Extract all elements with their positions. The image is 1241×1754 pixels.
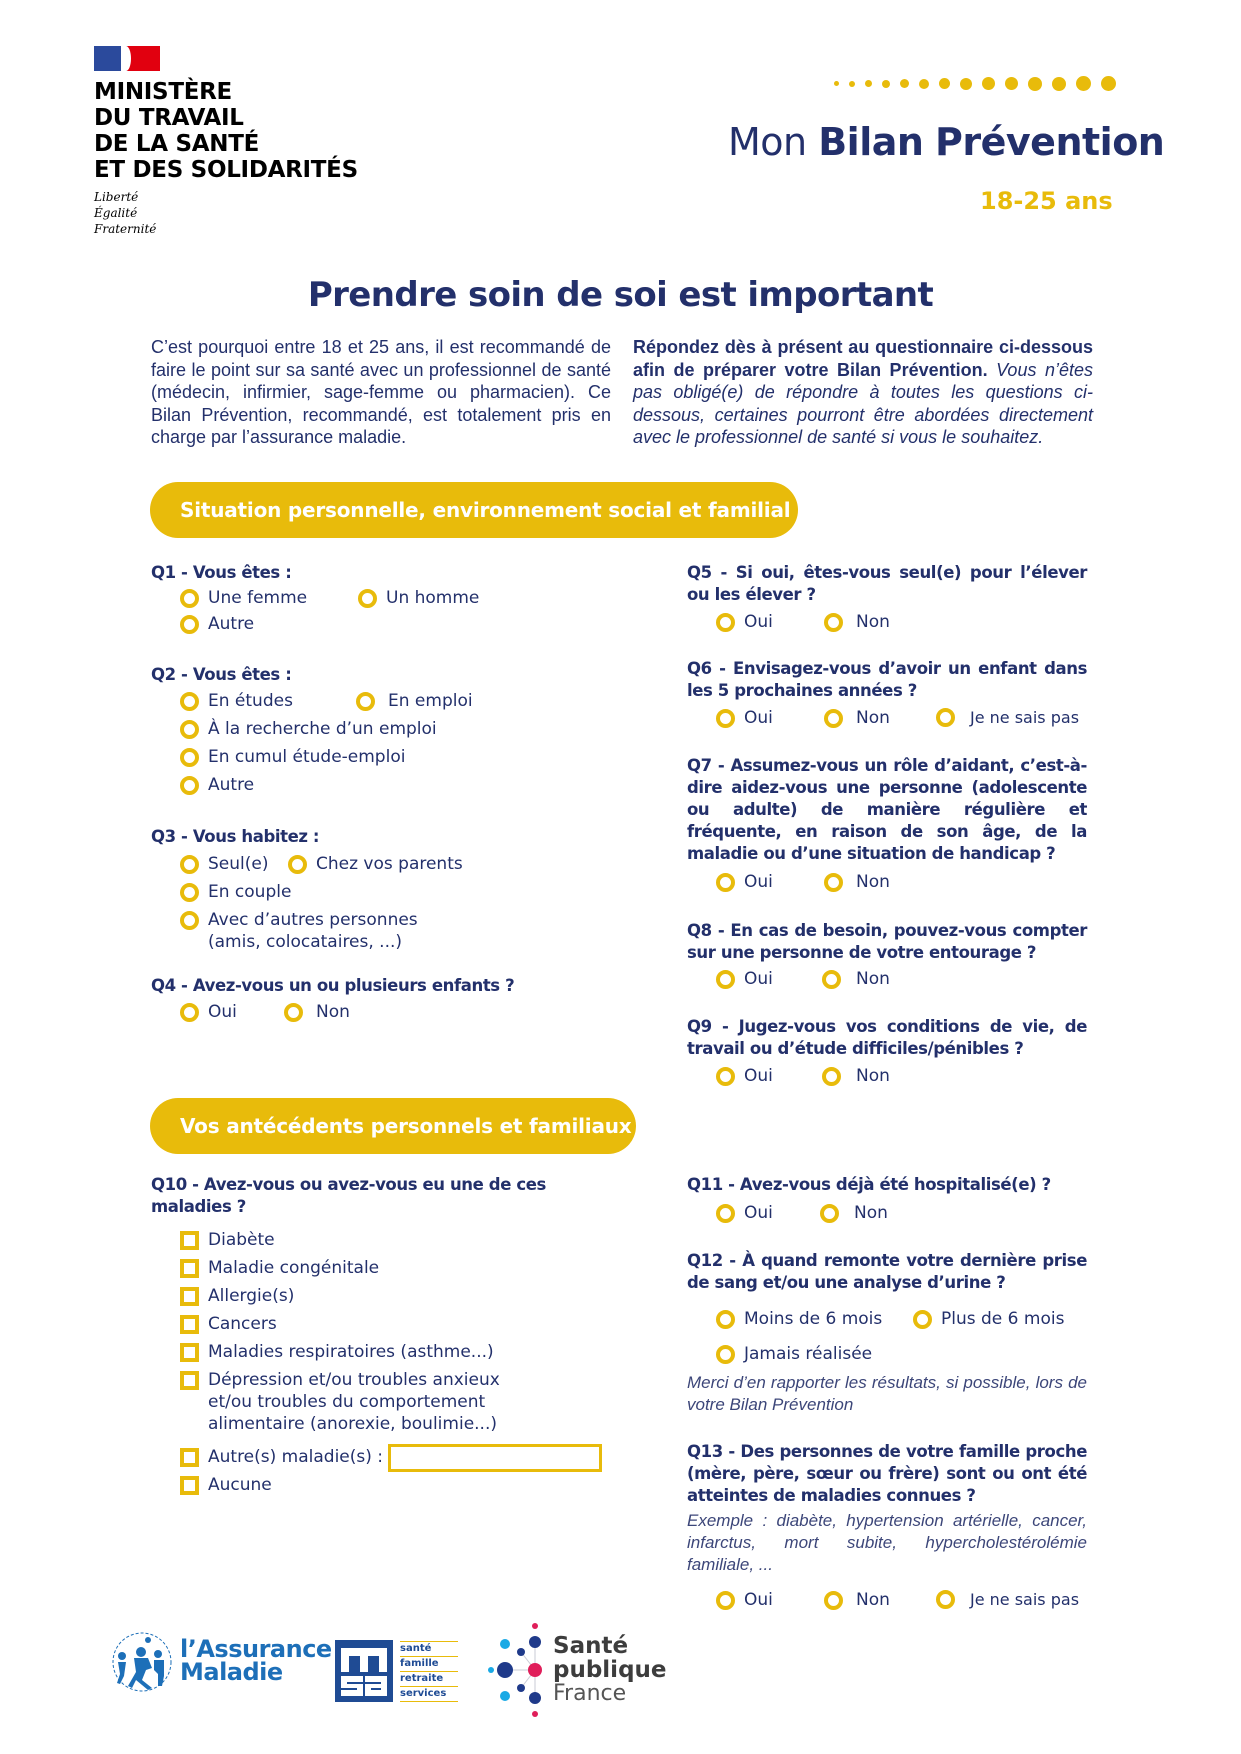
intro-note: Vous n’êtes pas obligé(e) de répondre à toutes les questions ci-dessous, certaines pourront être abordées directement avec le professionnel de santé si vous le souhaitez. (633, 359, 1093, 447)
option-label: Autre (208, 775, 255, 795)
radio-button[interactable] (936, 1590, 955, 1609)
radio-button[interactable] (822, 1067, 841, 1086)
radio-button[interactable] (356, 692, 375, 711)
radio-button[interactable] (716, 613, 735, 632)
radio-button[interactable] (180, 855, 199, 874)
radio-button[interactable] (820, 1204, 839, 1223)
q10-option-diabete[interactable] (180, 1230, 275, 1250)
q6-option-ne-sait-pas[interactable] (936, 708, 1079, 727)
ministry-logo (94, 46, 358, 237)
option-label: Oui (744, 969, 773, 989)
q8-option-oui[interactable] (716, 969, 773, 989)
radio-button[interactable] (824, 613, 843, 632)
ministry-line: DU TRAVAIL (94, 105, 244, 131)
running-people-icon (108, 1628, 176, 1694)
question-label: Q7 - Assumez-vous un rôle d’aidant, c’est-à-dire aidez-vous une personne (adolescente ou adulte) de manière régulière et fréquente, en raison de son âge, de la maladie ou d’une situation de handicap ? (687, 756, 1087, 863)
section-header-antecedents: Vos antécédents personnels et familiaux (150, 1098, 636, 1154)
option-label: Je ne sais pas (970, 1590, 1080, 1609)
republic-motto (94, 189, 358, 237)
question-q13 (687, 1441, 1087, 1507)
question-q12 (687, 1250, 1087, 1294)
question-label: Q3 - Vous habitez : (151, 827, 320, 846)
progress-dots-decoration (824, 76, 1116, 91)
q2-option-recherche[interactable] (180, 719, 437, 739)
option-label: Oui (744, 708, 773, 728)
option-label: Oui (208, 1002, 237, 1022)
radio-button[interactable] (716, 709, 735, 728)
option-label: À la recherche d’un emploi (208, 719, 437, 739)
wordmark-line: l’Assurance (180, 1635, 332, 1663)
radio-button[interactable] (180, 615, 199, 634)
q9-option-non[interactable] (822, 1066, 890, 1086)
q13-note (687, 1510, 1087, 1576)
radio-button[interactable] (180, 911, 199, 930)
tagline-line: santé (400, 1641, 458, 1656)
ministry-line: ET DES SOLIDARITÉS (94, 157, 358, 183)
option-label: Diabète (208, 1230, 275, 1250)
checkbox[interactable] (180, 1259, 199, 1278)
q4-option-oui[interactable] (180, 1002, 237, 1022)
option-label: Plus de 6 mois (941, 1309, 1065, 1329)
brand-word-prevention-start: Prév (935, 120, 1031, 164)
checkbox[interactable] (180, 1231, 199, 1250)
q1-option-autre[interactable] (180, 614, 254, 634)
wordmark-line: publique (553, 1657, 667, 1683)
q10-option-depression[interactable] (180, 1369, 520, 1435)
q12-option-jamais[interactable] (716, 1344, 872, 1364)
brand-word-mon: Mon (728, 120, 807, 164)
radio-button[interactable] (180, 692, 199, 711)
assurance-maladie-wordmark (180, 1635, 332, 1686)
option-label: Autre (208, 614, 255, 634)
intro-instruction: Répondez dès à présent au questionnaire ci-dessous afin de préparer votre Bilan Prévention. (633, 337, 1093, 380)
question-q4 (151, 975, 581, 997)
question-q5 (687, 562, 1087, 606)
q5-option-non[interactable] (824, 612, 890, 632)
option-label: Aucune (208, 1475, 272, 1495)
question-label: Q10 - Avez-vous ou avez-vous eu une de ces maladies ? (151, 1175, 546, 1216)
radio-button[interactable] (180, 1003, 199, 1022)
option-label: Non (856, 1066, 890, 1086)
question-label: Q13 - Des personnes de votre famille proche (mère, père, sœur ou frère) sont ou ont été atteintes de maladies connues ? (687, 1442, 1087, 1505)
question-q6 (687, 658, 1087, 702)
question-q11 (687, 1174, 1087, 1196)
radio-button[interactable] (913, 1310, 932, 1329)
assurance-maladie-logo (108, 1628, 332, 1694)
spf-wordmark (553, 1634, 667, 1706)
q2-option-autre[interactable] (180, 775, 254, 795)
checkbox[interactable] (180, 1287, 199, 1306)
radio-button[interactable] (716, 873, 735, 892)
brand-title (728, 120, 1164, 164)
option-label: Maladies respiratoires (asthme...) (208, 1342, 494, 1362)
q10-option-allergies[interactable] (180, 1286, 294, 1306)
radio-button[interactable] (716, 1591, 735, 1610)
radio-button[interactable] (284, 1003, 303, 1022)
radio-button[interactable] (180, 883, 199, 902)
q6-option-non[interactable] (824, 708, 890, 728)
radio-button[interactable] (824, 1591, 843, 1610)
option-label: En couple (208, 882, 292, 902)
radio-button[interactable] (180, 776, 199, 795)
q5-option-oui[interactable] (716, 612, 773, 632)
option-label: Avec d’autres personnes (amis, colocataires, ...) (208, 910, 418, 952)
q13-option-non[interactable] (824, 1590, 890, 1610)
msa-emblem-icon (335, 1640, 393, 1702)
tagline-line: retraite (400, 1671, 458, 1686)
q3-option-couple[interactable] (180, 882, 291, 902)
q6-option-oui[interactable] (716, 708, 773, 728)
q10-option-aucune[interactable] (180, 1475, 272, 1495)
q1-option-homme[interactable] (358, 588, 479, 608)
q3-option-seul[interactable] (180, 854, 268, 874)
q12-option-plus-6-mois[interactable] (913, 1309, 1064, 1329)
q1-option-femme[interactable] (180, 588, 307, 608)
option-label: Moins de 6 mois (744, 1309, 883, 1329)
radio-button[interactable] (936, 708, 955, 727)
question-q9 (687, 1016, 1087, 1060)
option-label: Seul(e) (208, 854, 269, 874)
radio-button[interactable] (716, 1310, 735, 1329)
question-q3 (151, 826, 581, 848)
q10-option-autres[interactable] (180, 1447, 383, 1467)
question-label: Q4 - Avez-vous un ou plusieurs enfants ? (151, 976, 515, 995)
question-label: Q11 - Avez-vous déjà été hospitalisé(e) ? (687, 1175, 1051, 1194)
radio-button[interactable] (824, 709, 843, 728)
question-label: Q12 - À quand remonte votre dernière prise de sang et/ou une analyse d’urine ? (687, 1251, 1087, 1292)
ministry-line: MINISTÈRE (94, 79, 232, 105)
option-label: Un homme (386, 588, 480, 608)
question-label: Q1 - Vous êtes : (151, 563, 292, 582)
option-label: Jamais réalisée (744, 1344, 873, 1364)
radio-button[interactable] (180, 589, 199, 608)
option-label: Oui (744, 1203, 773, 1223)
option-label: Maladie congénitale (208, 1258, 380, 1278)
wordmark-line: Santé (553, 1633, 629, 1659)
question-label: Q2 - Vous êtes : (151, 665, 292, 684)
wordmark-line: Maladie (180, 1658, 283, 1686)
radio-button[interactable] (288, 855, 307, 874)
network-dots-icon (485, 1622, 547, 1718)
radio-button[interactable] (716, 1204, 735, 1223)
q2-option-etudes[interactable] (180, 691, 293, 711)
q3-option-parents[interactable] (288, 854, 463, 874)
option-label: Oui (744, 1590, 773, 1610)
checkbox[interactable] (180, 1343, 199, 1362)
motto-line: Égalité (94, 206, 138, 220)
radio-button[interactable] (716, 1345, 735, 1364)
wordmark-line: France (553, 1681, 627, 1706)
option-label: Non (856, 969, 890, 989)
radio-button[interactable] (358, 589, 377, 608)
option-label: En études (208, 691, 293, 711)
q10-option-congenitale[interactable] (180, 1258, 379, 1278)
q7-option-non[interactable] (824, 872, 890, 892)
option-label: En cumul étude-emploi (208, 747, 406, 767)
ministry-line: DE LA SANTÉ (94, 131, 259, 157)
msa-logo (335, 1640, 458, 1702)
msa-tagline (400, 1641, 458, 1702)
option-label: Oui (744, 872, 773, 892)
option-label: Chez vos parents (316, 854, 463, 874)
option-label: Dépression et/ou troubles anxieux et/ou troubles du comportement alimentaire (anorexie, boulimie...) (208, 1370, 500, 1434)
question-label: Q9 - Jugez-vous vos conditions de vie, de travail ou d’étude difficiles/pénibles ? (687, 1017, 1087, 1058)
intro-right-paragraph (633, 336, 1093, 449)
option-label: En emploi (388, 691, 473, 711)
option-label: Une femme (208, 588, 308, 608)
motto-line: Liberté (94, 190, 139, 204)
radio-button[interactable] (716, 970, 735, 989)
page-title: Prendre soin de soi est important (307, 275, 934, 315)
checkbox[interactable] (180, 1476, 199, 1495)
q10-option-cancers[interactable] (180, 1314, 277, 1334)
question-q8 (687, 920, 1087, 964)
q4-option-non[interactable] (284, 1002, 350, 1022)
q10-option-respiratoires[interactable] (180, 1342, 494, 1362)
option-label: Non (316, 1002, 350, 1022)
radio-button[interactable] (824, 873, 843, 892)
marianne-flag-icon (94, 46, 160, 71)
option-label: Autre(s) maladie(s) : (208, 1447, 384, 1467)
question-q7 (687, 755, 1087, 865)
radio-button[interactable] (180, 720, 199, 739)
q9-option-oui[interactable] (716, 1066, 773, 1086)
q7-option-oui[interactable] (716, 872, 773, 892)
sante-publique-france-logo (485, 1622, 667, 1718)
q11-option-non[interactable] (820, 1203, 888, 1223)
option-label: Allergie(s) (208, 1286, 295, 1306)
question-label: Q6 - Envisagez-vous d’avoir un enfant dans les 5 prochaines années ? (687, 659, 1087, 700)
question-q10 (151, 1174, 551, 1218)
option-label: Non (856, 708, 890, 728)
q3-option-autres-personnes[interactable] (180, 909, 440, 953)
radio-button[interactable] (716, 1067, 735, 1086)
checkbox[interactable] (180, 1315, 199, 1334)
radio-button[interactable] (180, 748, 199, 767)
option-label: Cancers (208, 1314, 277, 1334)
ministry-name (94, 79, 358, 183)
option-label: Non (856, 612, 890, 632)
question-label: Q5 - Si oui, êtes-vous seul(e) pour l’élever ou les élever ? (687, 563, 1087, 604)
tagline-line: famille (400, 1656, 458, 1671)
tagline-line: services (400, 1686, 458, 1702)
option-label: Oui (744, 1066, 773, 1086)
question-q1 (151, 562, 581, 584)
q12-note (687, 1372, 1087, 1416)
intro-left-paragraph: C’est pourquoi entre 18 et 25 ans, il est recommandé de faire le point sur sa santé avec un professionnel de santé (médecin, infirmier, sage-femme ou pharmacien). Ce Bilan Prévention, recommandé, est totalement pris en charge par l’assurance maladie. (151, 337, 611, 447)
note-text: Exemple : diabète, hypertension artérielle, cancer, infarctus, mort subite, hypercholestérolémie familiale, ... (687, 1511, 1087, 1574)
checkbox[interactable] (180, 1371, 199, 1390)
option-label: Non (854, 1203, 888, 1223)
q11-option-oui[interactable] (716, 1203, 773, 1223)
brand-word-bilan: Bilan (818, 120, 924, 164)
q13-option-oui[interactable] (716, 1590, 773, 1610)
option-label: Non (856, 872, 890, 892)
q8-option-non[interactable] (822, 969, 890, 989)
option-label: Oui (744, 612, 773, 632)
checkbox[interactable] (180, 1448, 199, 1467)
q2-option-emploi[interactable] (356, 691, 473, 711)
note-text: Merci d’en rapporter les résultats, si possible, lors de votre Bilan Prévention (687, 1373, 1087, 1414)
option-label: Je ne sais pas (970, 708, 1080, 727)
question-q2 (151, 664, 581, 686)
age-range: 18-25 ans (980, 187, 1113, 215)
brand-word-prevention-end: ention (1030, 120, 1165, 164)
q2-option-cumul[interactable] (180, 747, 405, 767)
radio-button[interactable] (822, 970, 841, 989)
q12-option-moins-6-mois[interactable] (716, 1309, 882, 1329)
question-label: Q8 - En cas de besoin, pouvez-vous compter sur une personne de votre entourage ? (687, 921, 1087, 962)
section-header-situation: Situation personnelle, environnement social et familial (150, 482, 798, 538)
option-label: Non (856, 1590, 890, 1610)
q13-option-ne-sait-pas[interactable] (936, 1590, 1079, 1609)
q10-other-disease-input[interactable] (388, 1444, 602, 1472)
motto-line: Fraternité (94, 222, 157, 236)
